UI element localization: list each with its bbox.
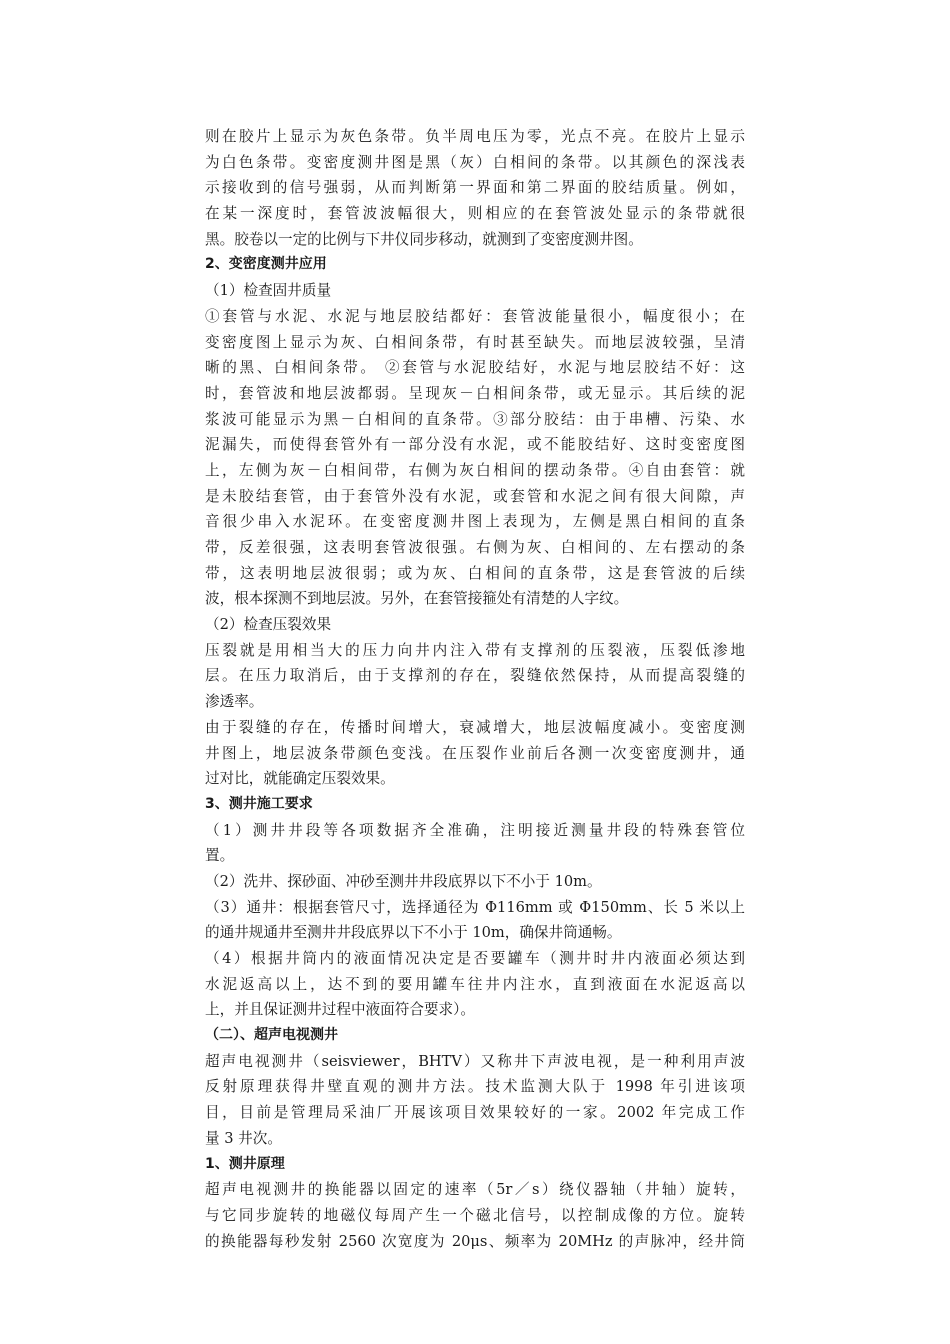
text-line: 超声电视测井的换能器以固定的速率（5r／s）绕仪器轴（井轴）旋转， [205,1181,745,1199]
text-line: 由于裂缝的存在，传播时间增大，衰减增大，地层波幅度减小。变密度测 [205,718,745,736]
text-line: 上，并且保证测井过程中液面符合要求）。 [205,1001,475,1019]
text-line: 的换能器每秒发射 2560 次宽度为 20μs、频率为 20MHz 的声脉冲，经井筒 [205,1232,745,1250]
text-line: 则在胶片上显示为灰色条带。负半周电压为零，光点不亮。在胶片上显示 [205,128,745,145]
text-line: 变密度图上显示为灰、白相间条带，有时甚至缺失。而地层波较强，呈清 [205,333,745,351]
text-line: 层。在压力取消后，由于支撑剂的存在，裂缝依然保持，从而提高裂缝的 [205,667,745,685]
text-line: 晰的黑、白相间条带。 ②套管与水泥胶结好，水泥与地层胶结不好：这 [205,359,745,377]
text-line: ①套管与水泥、水泥与地层胶结都好：套管波能量很小，幅度很小；在 [205,307,745,325]
text-line: 浆波可能显示为黑－白相间的直条带。③部分胶结：由于串槽、污染、水 [205,410,745,428]
text-line: （3）通井：根据套管尺寸，选择通径为 Φ116mm 或 Φ150mm、长 5 米以上 [205,898,745,916]
text-line: 泥漏失，而使得套管外有一部分没有水泥，或不能胶结好、这时变密度图 [205,436,745,454]
text-line: 井图上，地层波条带颜色变浅。在压裂作业前后各测一次变密度测井，通 [205,744,745,762]
text-line: 在某一深度时，套管波波幅很大，则相应的在套管波处显示的条带就很 [205,205,745,223]
text-line: 目，目前是管理局采油厂开展该项目效果较好的一家。2002 年完成工作 [205,1104,745,1122]
text-line: （2）检查压裂效果 [205,616,332,634]
text-line: 的通井规通井至测井井段底界以下不小于 10m，确保井筒通畅。 [205,924,622,942]
text-line: 上，左侧为灰－白相间带，右侧为灰白相间的摆动条带。④自由套管：就 [205,461,745,479]
text-line: 量 3 井次。 [205,1129,282,1147]
text-line: （2）洗井、探砂面、冲砂至测井井段底界以下不小于 10m。 [205,872,602,890]
text-line: 为白色条带。变密度测井图是黑（灰）白相间的条带。以其颜色的深浅表 [205,153,745,171]
text-line: 水泥返高以上，达不到的要用罐车往井内注水，直到液面在水泥返高以 [205,975,745,993]
text-line: 过对比，就能确定压裂效果。 [205,770,395,788]
section-heading: 2、变密度测井应用 [205,256,327,273]
text-line: 示接收到的信号强弱，从而判断第一界面和第二界面的胶结质量。例如， [205,179,745,197]
text-line: 黑。胶卷以一定的比例与下井仪同步移动，就测到了变密度测井图。 [205,230,643,248]
text-line: （4）根据井筒内的液面情况决定是否要罐车（测井时井内液面必须达到 [205,950,745,967]
text-line: （1）检查固井质量 [205,282,332,300]
text-line: 时，套管波和地层波都弱。呈现灰－白相间条带，或无显示。其后续的泥 [205,384,745,402]
document-page [205,124,745,1254]
text-line: 波，根本探测不到地层波。另外，在套管接箍处有清楚的人字纹。 [205,590,629,608]
text-line: 压裂就是用相当大的压力向井内注入带有支撑剂的压裂液，压裂低渗地 [205,641,745,659]
text-line: 带，这表明地层波很弱；或为灰、白相间的直条带，这是套管波的后续 [205,564,745,582]
section-heading: 3、测井施工要求 [205,795,313,812]
text-line: （1）测井井段等各项数据齐全准确，注明接近测量井段的特殊套管位 [205,821,745,839]
text-line: 与它同步旋转的地磁仪每周产生一个磁北信号，以控制成像的方位。旋转 [205,1206,745,1224]
text-line: 带，反差很强，这表明套管波很强。右侧为灰、白相间的、左右摆动的条 [205,539,745,556]
text-line: 置。 [205,847,235,865]
section-heading: （二）、超声电视测井 [205,1027,338,1044]
text-line: 是未胶结套管，由于套管外没有水泥，或套管和水泥之间有很大间隙，声 [205,487,745,505]
section-heading: 1、测井原理 [205,1155,285,1172]
text-line: 音很少串入水泥环。在变密度测井图上表现为，左侧是黑白相间的直条 [205,513,745,531]
text-line: 反射原理获得井壁直观的测井方法。技术监测大队于 1998 年引进该项 [205,1078,745,1096]
text-line: 超声电视测井（seisviewer，BHTV）又称井下声波电视，是一种利用声波 [205,1052,745,1070]
text-line: 渗透率。 [205,693,264,711]
